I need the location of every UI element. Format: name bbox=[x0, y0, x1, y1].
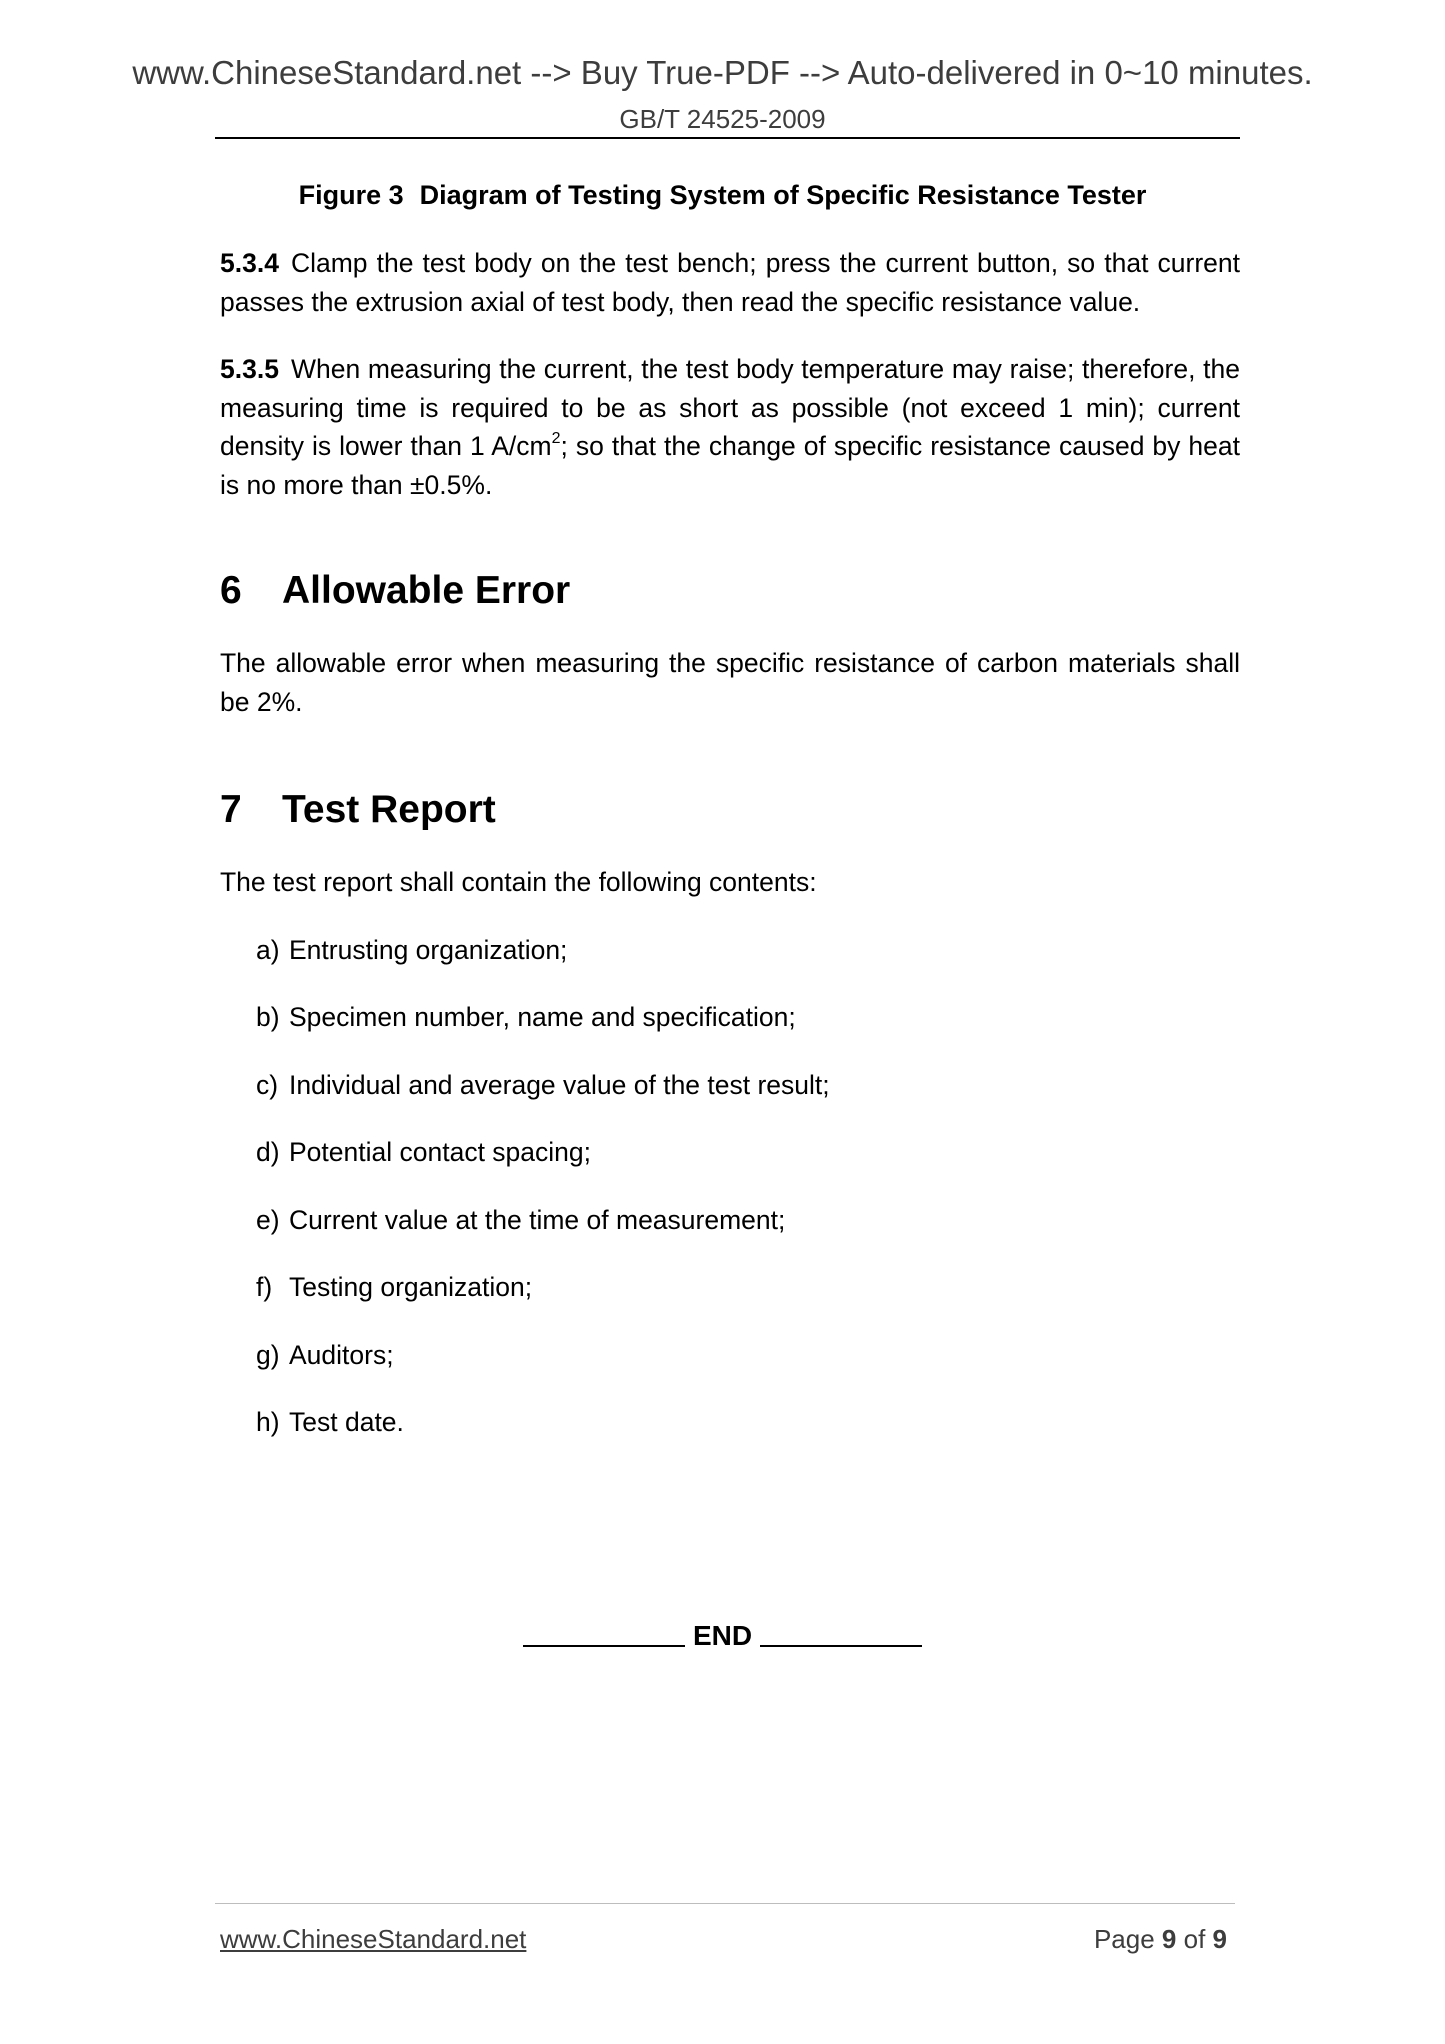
section-6-text: The allowable error when measuring the specific resistance of carbon materials shall be 2%. bbox=[220, 648, 1240, 717]
list-item bbox=[220, 998, 1240, 1037]
list-item bbox=[220, 1066, 1240, 1105]
figure-caption bbox=[0, 180, 1445, 211]
clause-5-3-4 bbox=[220, 244, 1240, 321]
list-item bbox=[220, 1403, 1240, 1442]
clause-text-continued: ; so that the change of specific resistance caused by heat is no more than ±0.5%. bbox=[220, 431, 1240, 500]
list-item-text: Specimen number, name and specification; bbox=[289, 1002, 796, 1032]
list-item-label: f) bbox=[256, 1272, 273, 1302]
list-item-text: Testing organization; bbox=[289, 1272, 533, 1302]
list-item-text: Entrusting organization; bbox=[289, 934, 568, 965]
clause-number: 5.3.5 bbox=[220, 354, 279, 384]
standard-code: GB/T 24525-2009 bbox=[619, 104, 826, 134]
list-item-text: Test date. bbox=[289, 1407, 404, 1437]
end-rule-left bbox=[523, 1645, 685, 1647]
list-item bbox=[220, 1268, 1240, 1307]
footer-website-link[interactable]: www.ChineseStandard.net bbox=[220, 1924, 527, 1954]
clause-text: Clamp the test body on the test bench; press the current button, so that current passes the extrusion axial of test body, then read the specific resistance value. bbox=[220, 248, 1240, 317]
page-of: of bbox=[1183, 1924, 1206, 1954]
list-item bbox=[220, 931, 1240, 970]
figure-label: Figure 3 bbox=[298, 180, 404, 210]
end-marker bbox=[0, 1620, 1445, 1652]
end-rule-right bbox=[760, 1645, 922, 1647]
list-item-label: e) bbox=[256, 1204, 280, 1235]
superscript: 2 bbox=[551, 430, 561, 448]
list-item-label: b) bbox=[256, 1002, 280, 1032]
list-item-text: Auditors; bbox=[289, 1339, 394, 1370]
list-item-label: g) bbox=[256, 1339, 280, 1370]
list-item bbox=[220, 1133, 1240, 1172]
list-item-text: Current value at the time of measurement; bbox=[289, 1204, 786, 1235]
document-body bbox=[220, 244, 1240, 1471]
section-title: Allowable Error bbox=[282, 569, 571, 612]
list-item-label: d) bbox=[256, 1137, 280, 1167]
clause-text: When measuring the current, the test body temperature may raise; therefore, the measuring time is required to be as short as possible (not exceed 1 min); current density is lower than 1 A/cm bbox=[220, 354, 1240, 461]
section-7-heading bbox=[220, 785, 1240, 835]
report-contents-list bbox=[220, 931, 1240, 1442]
list-item bbox=[220, 1336, 1240, 1375]
page-prefix: Page bbox=[1093, 1924, 1155, 1954]
clause-5-3-5 bbox=[220, 350, 1240, 504]
header-banner: www.ChineseStandard.net --> Buy True-PDF --> Auto-delivered in 0~10 minutes. bbox=[132, 54, 1313, 91]
page-current: 9 bbox=[1161, 1924, 1177, 1954]
section-6-heading bbox=[220, 566, 1240, 616]
section-7-intro: The test report shall contain the following contents: bbox=[220, 867, 817, 897]
section-title: Test Report bbox=[282, 788, 496, 831]
list-item-text: Potential contact spacing; bbox=[289, 1137, 591, 1167]
end-text: END bbox=[692, 1620, 753, 1651]
list-item-label: a) bbox=[256, 934, 280, 965]
list-item bbox=[220, 1201, 1240, 1240]
list-item-text: Individual and average value of the test result; bbox=[289, 1069, 830, 1100]
figure-title: Diagram of Testing System of Specific Resistance Tester bbox=[419, 180, 1147, 210]
section-number: 7 bbox=[220, 788, 242, 831]
clause-number: 5.3.4 bbox=[220, 248, 279, 278]
page-total: 9 bbox=[1212, 1924, 1227, 1954]
list-item-label: h) bbox=[256, 1407, 280, 1437]
header-divider bbox=[215, 137, 1240, 139]
footer-divider bbox=[215, 1903, 1235, 1904]
section-number: 6 bbox=[220, 569, 242, 612]
page-number bbox=[1094, 1924, 1227, 1955]
list-item-label: c) bbox=[256, 1069, 279, 1100]
